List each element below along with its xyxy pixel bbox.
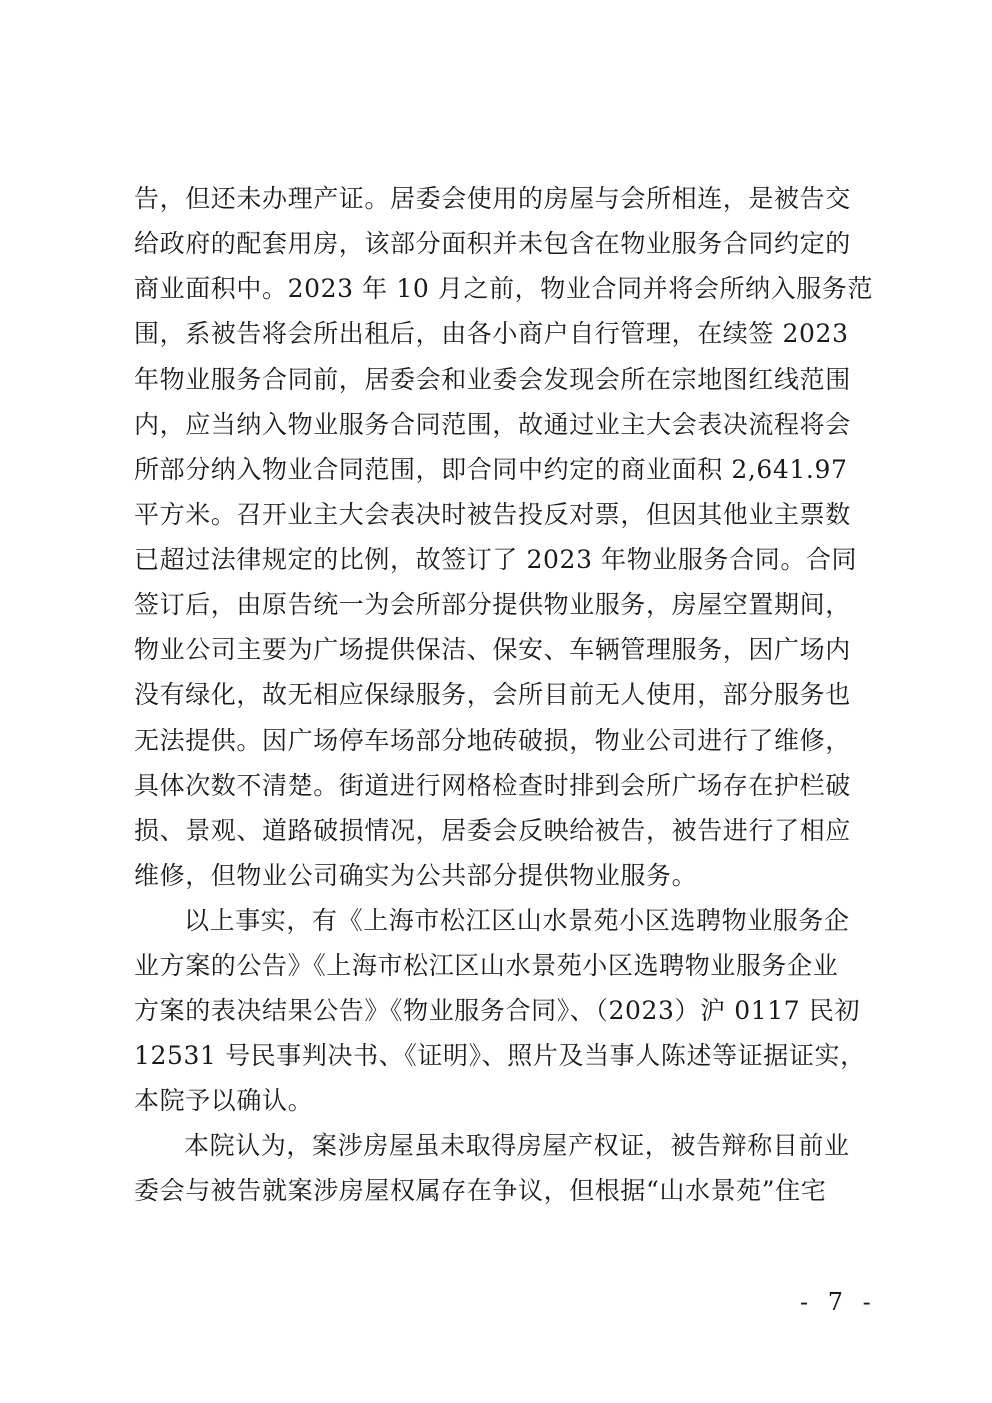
text-line: 业方案的公告》《上海市松江区山水景苑小区选聘物业服务企业: [134, 951, 839, 980]
text-line: 围，系被告将会所出租后，由各小商户自行管理，在续签 2023: [134, 319, 849, 348]
text-line: 平方米。召开业主大会表决时被告投反对票，但因其他业主票数: [134, 500, 851, 529]
text-line: 委会与被告就案涉房屋权属存在争议，但根据“山水景苑”住宅: [134, 1176, 827, 1205]
text-line: 已超过法律规定的比例，故签订了 2023 年物业服务合同。合同: [134, 545, 858, 574]
text-line: 没有绿化，故无相应保绿服务，会所目前无人使用，部分服务也: [134, 680, 851, 709]
text-line: 给政府的配套用房，该部分面积并未包含在物业服务合同约定的: [134, 229, 851, 258]
text-line: 具体次数不清楚。街道进行网格检查时排到会所广场存在护栏破: [134, 771, 851, 800]
paragraph-start-line: 本院认为，案涉房屋虽未取得房屋产权证，被告辩称目前业: [184, 1131, 850, 1160]
paragraph-start-line: 以上事实，有《上海市松江区山水景苑小区选聘物业服务企: [184, 906, 850, 935]
text-line: 物业公司主要为广场提供保洁、保安、车辆管理服务，因广场内: [134, 635, 851, 664]
text-line: 无法提供。因广场停车场部分地砖破损，物业公司进行了维修，: [134, 726, 851, 755]
text-line: 内，应当纳入物业服务合同范围，故通过业主大会表决流程将会: [134, 410, 851, 439]
text-line: 损、景观、道路破损情况，居委会反映给被告，被告进行了相应: [134, 816, 851, 845]
text-line: 本院予以确认。: [134, 1086, 314, 1115]
text-line: 年物业服务合同前，居委会和业委会发现会所在宗地图红线范围: [134, 365, 851, 394]
text-line: 维修，但物业公司确实为公共部分提供物业服务。: [134, 861, 698, 890]
text-line: 签订后，由原告统一为会所部分提供物业服务，房屋空置期间，: [134, 590, 851, 619]
page-number: - 7 -: [800, 1288, 877, 1316]
text-line: 12531 号民事判决书、《证明》、照片及当事人陈述等证据证实，: [134, 1041, 866, 1070]
text-line: 商业面积中。2023 年 10 月之前，物业合同并将会所纳入服务范: [134, 274, 874, 303]
text-line: 所部分纳入物业合同范围，即合同中约定的商业面积 2,641.97: [134, 455, 848, 484]
text-line: 方案的表决结果公告》《物业服务合同》、（2023）沪 0117 民初: [134, 996, 861, 1025]
text-line: 告，但还未办理产证。居委会使用的房屋与会所相连，是被告交: [134, 184, 851, 213]
